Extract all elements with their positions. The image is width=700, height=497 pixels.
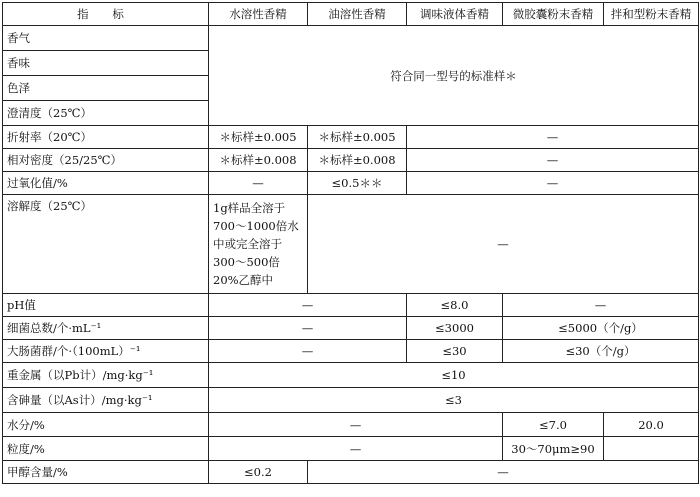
row-coliform	[3, 340, 699, 363]
header-seasoning-liquid: 调味液体香精	[407, 3, 503, 26]
specification-table	[2, 2, 699, 484]
moisture-micro: ≤7.0	[503, 413, 604, 437]
bacteria-water-oil: —	[209, 317, 407, 340]
coliform-liquid: ≤30	[407, 340, 503, 363]
row-solubility	[3, 195, 699, 294]
header-mixed-powder: 拌和型粉末香精	[604, 3, 699, 26]
row-aroma	[3, 26, 699, 51]
ph-powders: —	[503, 294, 699, 317]
header-water-soluble: 水溶性香精	[209, 3, 308, 26]
coliform-powders: ≤30（个/g）	[503, 340, 699, 363]
granularity-micro: 30～70μm≥90	[503, 437, 604, 461]
granularity-mixed	[604, 437, 699, 461]
label-refractive-index: 折射率（20℃）	[3, 126, 209, 149]
ph-water-oil: —	[209, 294, 407, 317]
moisture-mixed: 20.0	[604, 413, 699, 437]
row-ph	[3, 294, 699, 317]
label-clarity: 澄清度（25℃）	[3, 101, 209, 126]
solubility-water: 1g样品全溶于700～1000倍水中或完全溶于300～500倍20%乙醇中	[209, 195, 308, 294]
label-arsenic: 含砷量（以As计）/mg·kg⁻¹	[3, 388, 209, 413]
refractive-oil: ＊标样±0.005	[308, 126, 407, 149]
moisture-liquids: —	[209, 413, 503, 437]
density-rest: —	[407, 149, 699, 172]
row-arsenic	[3, 388, 699, 413]
row-heavy-metal	[3, 363, 699, 388]
label-bacteria: 细菌总数/个·mL⁻¹	[3, 317, 209, 340]
label-solubility: 溶解度（25℃）	[3, 195, 209, 294]
density-water: ＊标样±0.008	[209, 149, 308, 172]
refractive-water: ＊标样±0.005	[209, 126, 308, 149]
label-moisture: 水分/%	[3, 413, 209, 437]
label-methanol: 甲醇含量/%	[3, 461, 209, 484]
label-flavor: 香味	[3, 51, 209, 76]
row-methanol	[3, 461, 699, 484]
row-peroxide	[3, 172, 699, 195]
header-row	[3, 3, 699, 26]
header-oil-soluble: 油溶性香精	[308, 3, 407, 26]
label-color: 色泽	[3, 76, 209, 101]
heavy-metal-value: ≤10	[209, 363, 699, 388]
refractive-rest: —	[407, 126, 699, 149]
granularity-liquids: —	[209, 437, 503, 461]
label-aroma: 香气	[3, 26, 209, 51]
header-indicator: 指 标	[3, 3, 209, 26]
solubility-rest: —	[308, 195, 699, 294]
density-oil: ＊标样±0.008	[308, 149, 407, 172]
label-ph: pH值	[3, 294, 209, 317]
header-microcapsule-powder: 微胶囊粉末香精	[503, 3, 604, 26]
peroxide-oil: ≤0.5＊＊	[308, 172, 407, 195]
row-bacteria	[3, 317, 699, 340]
row-granularity	[3, 437, 699, 461]
label-relative-density: 相对密度（25/25℃）	[3, 149, 209, 172]
methanol-water: ≤0.2	[209, 461, 308, 484]
peroxide-rest: —	[407, 172, 699, 195]
label-peroxide: 过氧化值/%	[3, 172, 209, 195]
label-coliform: 大肠菌群/个·（100mL）⁻¹	[3, 340, 209, 363]
bacteria-liquid: ≤3000	[407, 317, 503, 340]
arsenic-value: ≤3	[209, 388, 699, 413]
row-relative-density	[3, 149, 699, 172]
standard-sample-note: 符合同一型号的标准样＊	[209, 26, 699, 126]
bacteria-powders: ≤5000（个/g）	[503, 317, 699, 340]
label-heavy-metal: 重金属（以Pb计）/mg·kg⁻¹	[3, 363, 209, 388]
coliform-water-oil: —	[209, 340, 407, 363]
row-refractive-index	[3, 126, 699, 149]
row-moisture	[3, 413, 699, 437]
peroxide-water: —	[209, 172, 308, 195]
label-granularity: 粒度/%	[3, 437, 209, 461]
methanol-rest: —	[308, 461, 699, 484]
ph-liquid: ≤8.0	[407, 294, 503, 317]
